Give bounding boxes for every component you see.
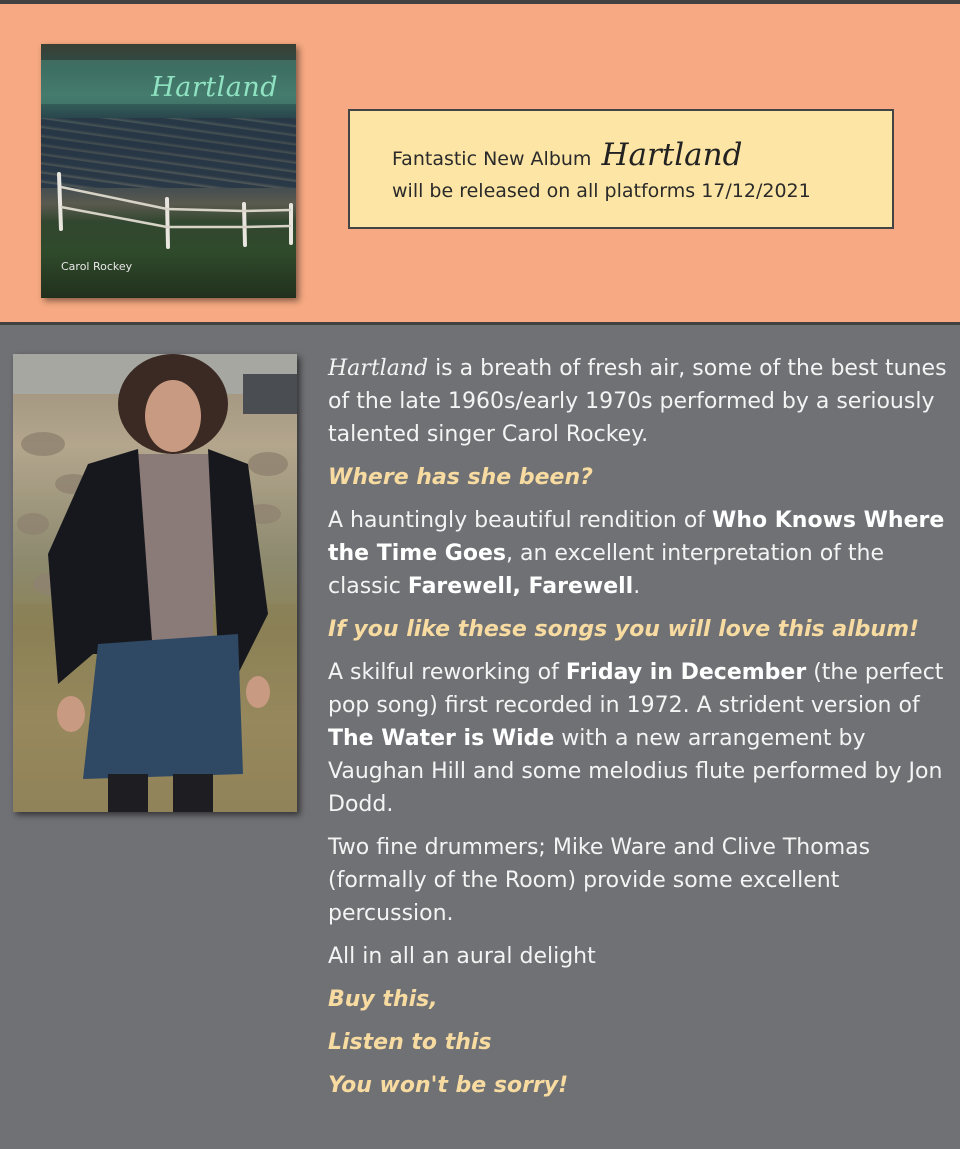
album-description (328, 352, 948, 1112)
cta-buy: Buy this, (328, 987, 438, 1012)
paragraph-drummers: Two fine drummers; Mike Ware and Clive Thomas (formally of the Room) provide some excellent percussion. (328, 835, 871, 926)
song-title: The Water is Wide (328, 726, 555, 751)
paragraph-songs-1 (328, 504, 948, 603)
cover-artist: Carol Rockey (61, 260, 133, 273)
paragraph-delight: All in all an aural delight (328, 944, 596, 969)
cta-listen: Listen to this (328, 1030, 492, 1055)
paragraph-songs-2 (328, 656, 948, 821)
text: (the perfect pop song) first recorded in 1972. A strident version of (328, 660, 944, 718)
release-prefix: Fantastic New Album (392, 148, 592, 170)
text: A skilful reworking of (328, 660, 566, 685)
release-date-line: will be released on all platforms 17/12/2021 (392, 180, 811, 202)
album-cover-image[interactable] (41, 44, 296, 298)
song-title: Friday in December (565, 660, 807, 685)
text: . (633, 574, 641, 599)
song-title: Who Knows Where the Time Goes (328, 508, 945, 566)
cover-title: Hartland (151, 72, 278, 103)
artist-photo[interactable] (13, 354, 297, 812)
release-album-name: Hartland (601, 137, 743, 173)
release-announcement-box (348, 109, 894, 229)
release-line-1 (392, 137, 742, 173)
fence-graphic (41, 169, 296, 249)
text: A hauntingly beautiful rendition of (328, 508, 713, 533)
artist-figure (13, 354, 297, 812)
intro-paragraph (328, 352, 948, 451)
question-where: Where has she been? (328, 465, 593, 490)
album-name-inline: Hartland (328, 356, 429, 381)
text: with a new arrangement by Vaughan Hill and some melodius flute performed by Jon Dodd. (328, 726, 943, 817)
song-title: Farewell, Farewell (407, 574, 634, 599)
recommendation-line: If you like these songs you will love this album! (328, 617, 920, 642)
text: , an excellent interpretation of the classic (328, 541, 885, 599)
cta-sorry: You won't be sorry! (328, 1073, 569, 1098)
hero-banner (0, 4, 960, 322)
intro-text: is a breath of fresh air, some of the best tunes of the late 1960s/early 1970s performed by a seriously talented singer Carol Rockey. (328, 356, 947, 447)
section-divider (0, 322, 960, 325)
